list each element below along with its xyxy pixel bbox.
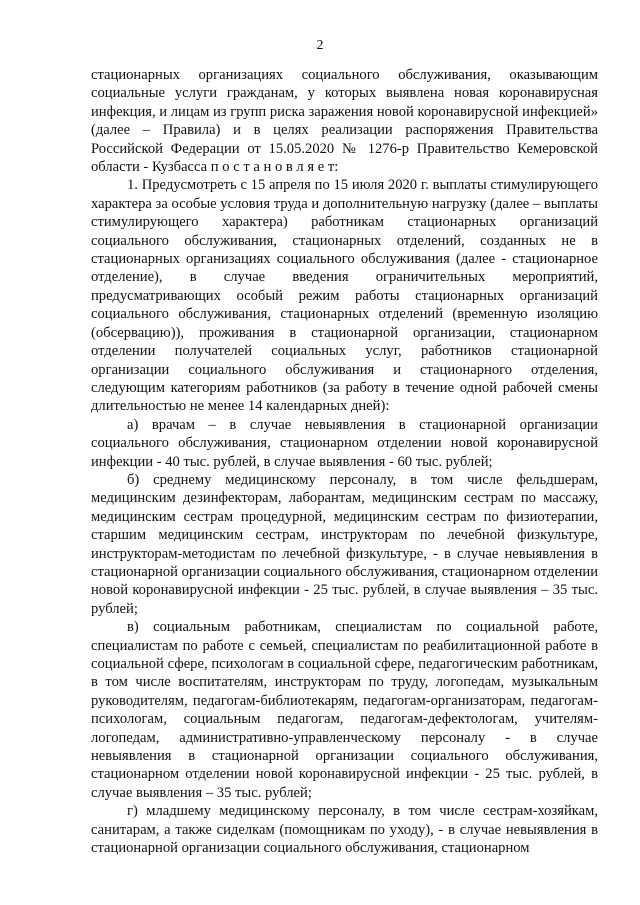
paragraph-preamble-continuation: стационарных организациях социального обслуживания, оказывающим социальные услуги гражданам, у которых выявлена новая коронавирусная инфекция, и лицам из групп риска заражения новой коронавирусной инфекцией» (далее – Правила) и в целях реализации распоряжения Правительства Российской Федерации от 15.05.2020 № 1276-р Правительство Кемеровской области - Кузбасса п о с т а н о в л я е т: [91,67,598,176]
paragraph-clause-1: 1. Предусмотреть с 15 апреля по 15 июля 2020 г. выплаты стимулирующего характера за особые условия труда и дополнительную нагрузку (далее – выплаты стимулирующего характера) работникам стационарных организаций социального обслуживания, стационарных отделений, созданных не в стационарных организациях социального обслуживания (далее - стационарное отделение), в случае введения ограничительных мероприятий, предусматривающих особый режим работы стационарных организаций социального обслуживания, стационарных отделений (временную изоляцию (обсервацию)), проживания в стационарной организации, стационарном отделении получателей социальных услуг, работников стационарной организации социального обслуживания и стационарного отделения, следующим категориям работников (за работу в течение одной рабочей смены длительностью не менее 14 календарных дней): [91,177,598,415]
paragraph-item-g: г) младшему медицинскому персоналу, в том числе сестрам-хозяйкам, санитарам, а также сиделкам (помощникам по уходу), - в случае невыявления в стационарной организации социального обслуживания, стационарном [91,803,598,857]
document-body [91,66,598,857]
page-number: 2 [316,38,324,53]
paragraph-item-a: а) врачам – в случае невыявления в стационарной организации социального обслуживания, стационарном отделении новой коронавирусной инфекции - 40 тыс. рублей, в случае выявления - 60 тыс. рублей; [91,416,598,470]
paragraph-item-b: б) среднему медицинскому персоналу, в том числе фельдшерам, медицинским дезинфекторам, лаборантам, медицинским сестрам по массажу, медицинским сестрам процедурной, медицинским сестрам по физиотерапии, старшим медицинским сестрам, инструкторам по лечебной физкультуре, инструкторам-методистам по лечебной физкультуре, - в случае невыявления в стационарной организации социального обслуживания, стационарном отделении новой коронавирусной инфекции - 25 тыс. рублей, в случае выявления – 35 тыс. рублей; [91,471,598,617]
paragraph-item-v: в) социальным работникам, специалистам по социальной работе, специалистам по работе с семьей, специалистам по реабилитационной работе в социальной сфере, психологам в социальной сфере, педагогическим работникам, в том числе воспитателям, инструкторам по труду, логопедам, музыкальным руководителям, педагогам-библиотекарям, педагогам-организаторам, педагогам-психологам, социальным педагогам, педагогам-дефектологам, учителям-логопедам, административно-управленческому персоналу - в случае невыявления в стационарной организации социального обслуживания, стационарном отделении новой коронавирусной инфекции - 25 тыс. рублей, в случае выявления – 35 тыс. рублей; [91,619,598,801]
